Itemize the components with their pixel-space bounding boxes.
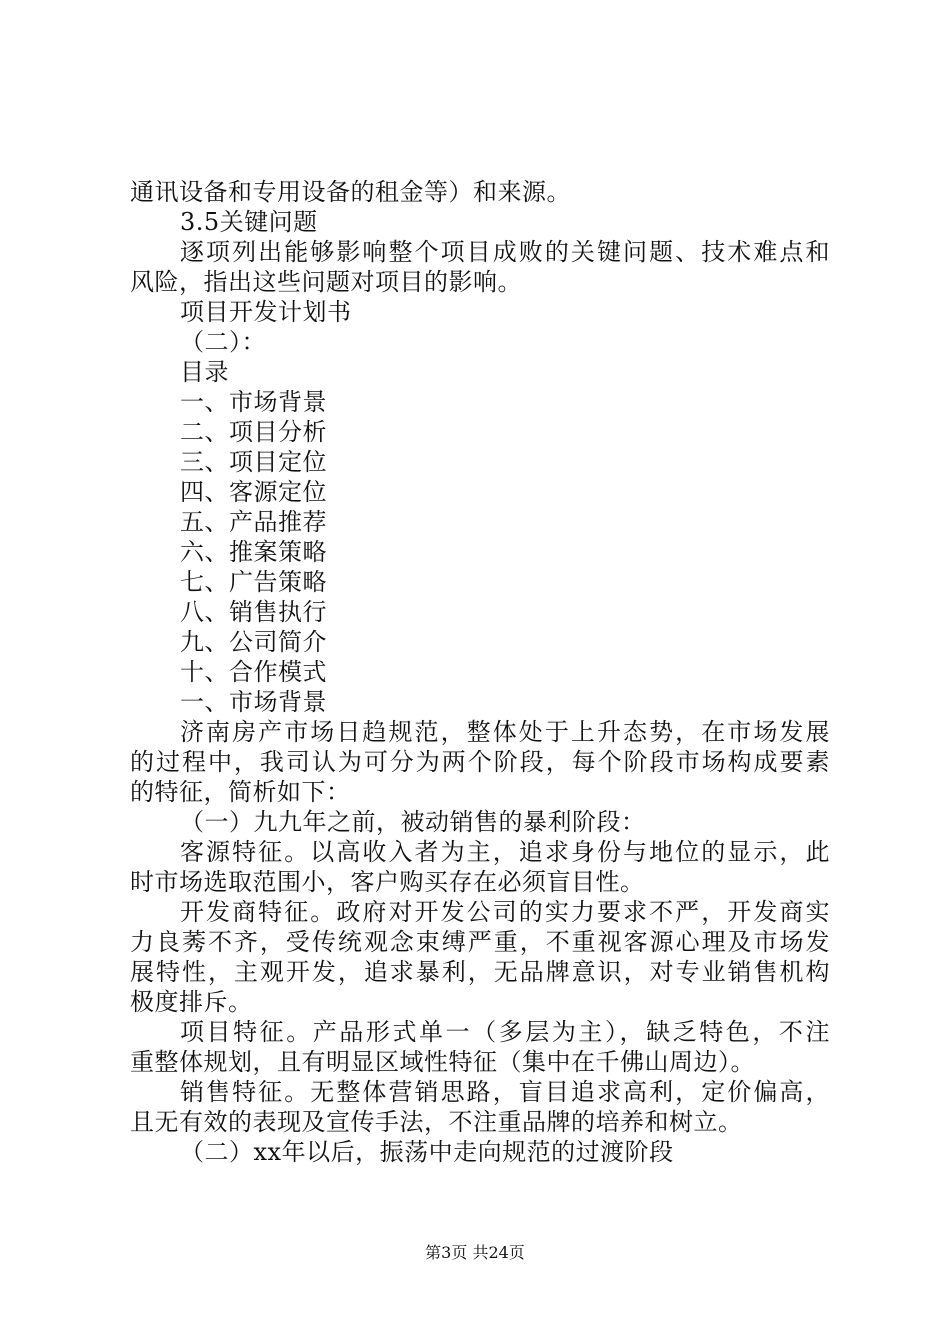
- text-line: 目录: [180, 358, 229, 386]
- text-line: 销售特征。无整体营销思路，盲目追求高利，定价偏高，: [180, 1078, 830, 1106]
- text-line: 九、公司简介: [180, 628, 327, 656]
- text-line: （二）xx年以后，振荡中走向规范的过渡阶段: [180, 1138, 674, 1166]
- text-line: 八、销售执行: [180, 598, 327, 626]
- text-line: 力良莠不齐，受传统观念束缚严重，不重视客源心理及市场发: [130, 928, 830, 956]
- text-line: 项目开发计划书: [180, 298, 352, 326]
- text-line: 一、市场背景: [180, 688, 327, 716]
- text-line: 展特性，主观开发，追求暴利，无品牌意识，对专业销售机构: [130, 958, 830, 986]
- text-line: 逐项列出能够影响整个项目成败的关键问题、技术难点和: [180, 238, 830, 266]
- text-line: 项目特征。产品形式单一（多层为主），缺乏特色，不注: [180, 1018, 830, 1046]
- text-line: 二、项目分析: [180, 418, 327, 446]
- page-footer: 第3页 共24页: [425, 1243, 525, 1262]
- text-line: 一、市场背景: [180, 388, 327, 416]
- text-line: 济南房产市场日趋规范，整体处于上升态势，在市场发展: [180, 718, 830, 746]
- text-line: 十、合作模式: [180, 658, 327, 686]
- text-line: 风险，指出这些问题对项目的影响。: [130, 268, 522, 296]
- text-line: 三、项目定位: [180, 448, 327, 476]
- text-line: （一）九九年之前，被动销售的暴利阶段：: [180, 808, 646, 836]
- text-line: 的特征，简析如下：: [130, 778, 351, 806]
- text-line: 开发商特征。政府对开发公司的实力要求不严，开发商实: [180, 898, 830, 926]
- text-line: 重整体规划，且有明显区域性特征（集中在千佛山周边）。: [130, 1048, 755, 1076]
- document-body: [130, 177, 830, 1167]
- text-line: 时市场选取范围小，客户购买存在必须盲目性。: [130, 868, 645, 896]
- text-line: 四、客源定位: [180, 478, 327, 506]
- text-line: 通讯设备和专用设备的租金等）和来源。: [130, 178, 571, 206]
- text-line: 六、推案策略: [180, 538, 327, 566]
- text-line: 的过程中，我司认为可分为两个阶段，每个阶段市场构成要素: [130, 748, 830, 776]
- text-line: 且无有效的表现及宣传手法，不注重品牌的培养和树立。: [130, 1108, 743, 1136]
- text-line: 客源特征。以高收入者为主，追求身份与地位的显示，此: [180, 838, 830, 866]
- text-line: 五、产品推荐: [180, 508, 327, 536]
- text-line: 极度排斥。: [130, 988, 253, 1016]
- text-line: 七、广告策略: [180, 568, 327, 596]
- text-line: （二）：: [180, 328, 266, 356]
- text-line: 3.5关键问题: [180, 208, 318, 236]
